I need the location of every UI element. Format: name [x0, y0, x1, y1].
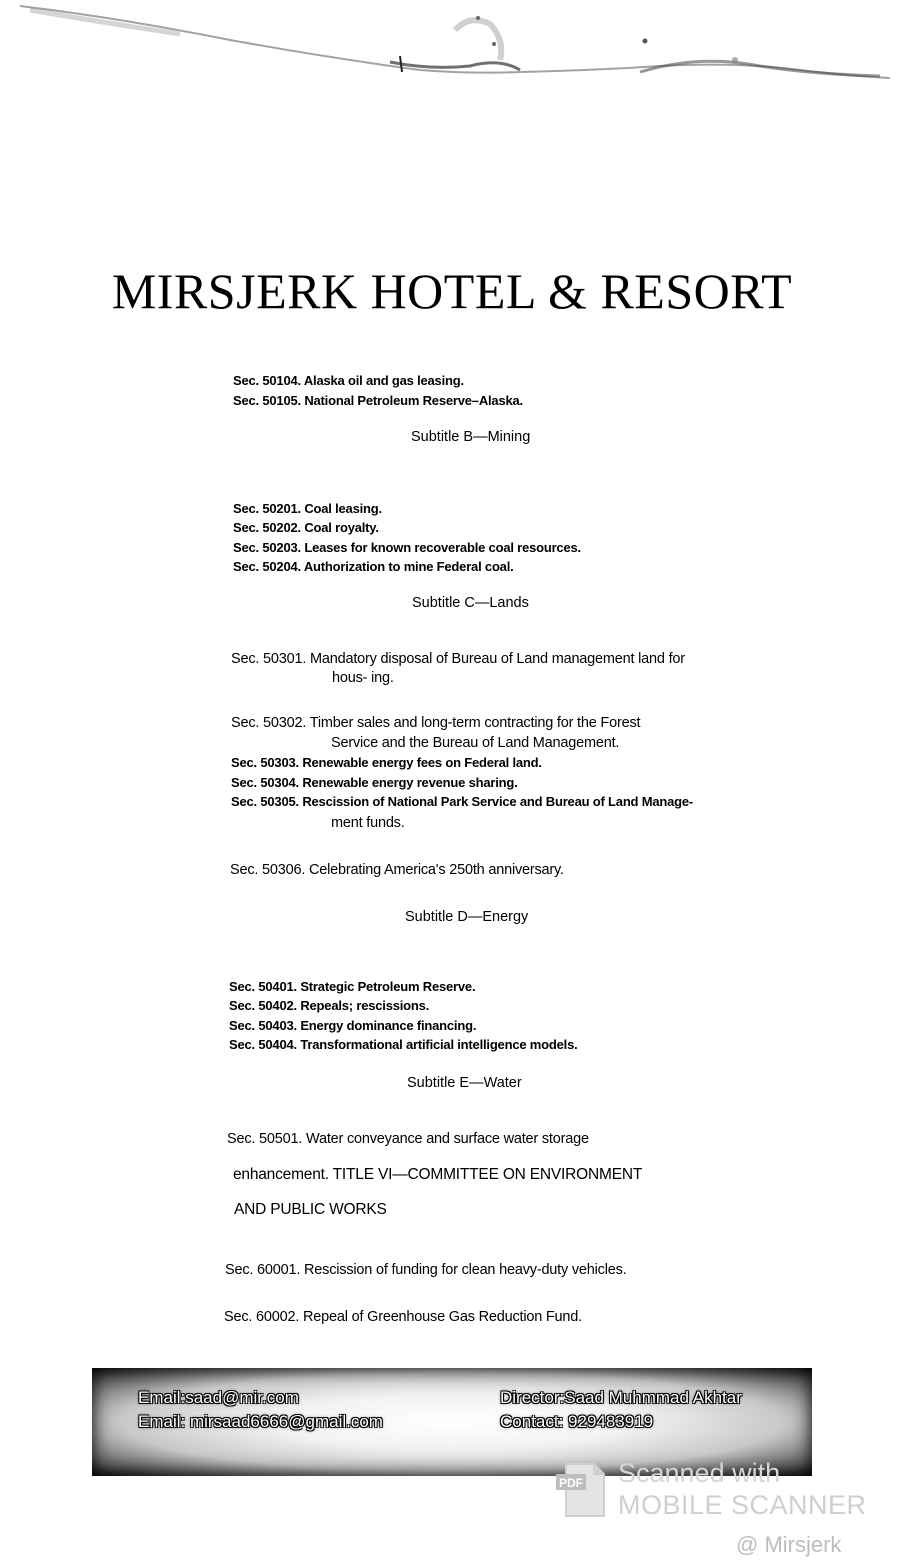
- sec-50302: Sec. 50302. Timber sales and long-term contracting for the Forest: [231, 715, 641, 731]
- sec-50202: Sec. 50202. Coal royalty.: [233, 520, 379, 535]
- sec-50301: Sec. 50301. Mandatory disposal of Bureau of Land management land for: [231, 651, 685, 667]
- sec-50303: Sec. 50303. Renewable energy fees on Federal land.: [231, 755, 542, 770]
- sec-50305: Sec. 50305. Rescission of National Park Service and Bureau of Land Manage-: [231, 794, 694, 809]
- sec-50301-cont: hous- ing.: [332, 670, 394, 686]
- watermark-app-name: MOBILE SCANNER: [618, 1490, 867, 1520]
- subtitle-b: Subtitle B—Mining: [411, 429, 531, 445]
- sec-50403: Sec. 50403. Energy dominance financing.: [229, 1018, 477, 1033]
- title-vi-heading: enhancement. TITLE VI—COMMITTEE ON ENVIRONMENT: [233, 1166, 643, 1183]
- title-vi-heading-cont: AND PUBLIC WORKS: [234, 1201, 387, 1218]
- sec-50105: Sec. 50105. National Petroleum Reserve–Alaska.: [233, 393, 523, 408]
- torn-paper-edge: [0, 0, 904, 100]
- watermark-scanned-with: Scanned with: [618, 1458, 781, 1488]
- sec-50104: Sec. 50104. Alaska oil and gas leasing.: [233, 373, 464, 388]
- scanner-watermark: [556, 1458, 866, 1568]
- sec-50306: Sec. 50306. Celebrating America's 250th anniversary.: [230, 862, 564, 878]
- sec-50304: Sec. 50304. Renewable energy revenue sharing.: [231, 775, 518, 790]
- sec-50201: Sec. 50201. Coal leasing.: [233, 501, 382, 516]
- sec-50401: Sec. 50401. Strategic Petroleum Reserve.: [229, 979, 476, 994]
- sec-60001: Sec. 60001. Rescission of funding for clean heavy-duty vehicles.: [225, 1262, 627, 1278]
- footer-email-primary: Email:saad@mir.com: [138, 1388, 299, 1407]
- sec-50302-cont: Service and the Bureau of Land Management.: [331, 735, 620, 751]
- sec-50203: Sec. 50203. Leases for known recoverable coal resources.: [233, 540, 581, 555]
- sec-50402: Sec. 50402. Repeals; rescissions.: [229, 998, 430, 1013]
- page-title: MIRSJERK HOTEL & RESORT: [111, 263, 793, 319]
- sec-60002: Sec. 60002. Repeal of Greenhouse Gas Reduction Fund.: [224, 1309, 582, 1325]
- subtitle-d: Subtitle D—Energy: [405, 909, 529, 925]
- pdf-document-icon: [556, 1460, 606, 1520]
- subtitle-e: Subtitle E—Water: [407, 1075, 522, 1091]
- sec-50404: Sec. 50404. Transformational artificial intelligence models.: [229, 1037, 578, 1052]
- sec-50204: Sec. 50204. Authorization to mine Federal coal.: [233, 559, 514, 574]
- sec-50305-cont: ment funds.: [331, 815, 405, 831]
- watermark-handle: @ Mirsjerk: [736, 1532, 842, 1557]
- sec-50501: Sec. 50501. Water conveyance and surface water storage: [227, 1131, 589, 1147]
- footer-email-secondary: Email: mirsaad6666@gmail.com: [138, 1412, 383, 1431]
- footer-director: Director:Saad Muhmmad Akhtar: [500, 1388, 742, 1407]
- svg-text:PDF: PDF: [559, 1476, 583, 1490]
- subtitle-c: Subtitle C—Lands: [412, 595, 529, 611]
- footer-contact: Contact: 929483919: [500, 1412, 654, 1431]
